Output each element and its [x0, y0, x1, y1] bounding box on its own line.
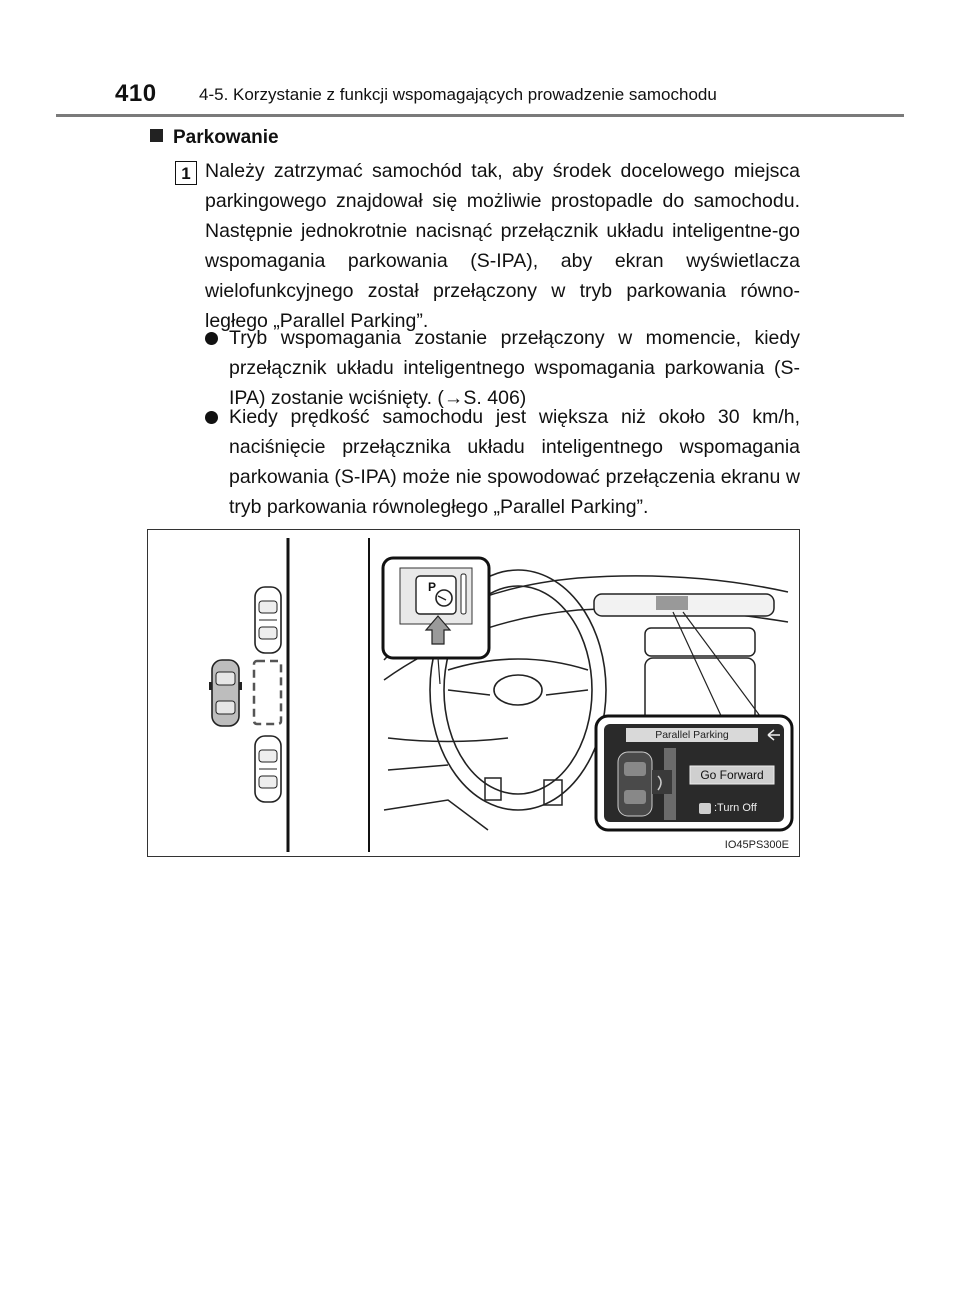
step-number-badge: 1	[175, 161, 197, 185]
bullet-text: Tryb wspomagania zostanie przełączony w momencie, kiedy przełącznik układu inteligentnego wspomagania parkowania (S-IPA) zostanie wciśnięty. (→S. 406)	[229, 327, 800, 409]
header-rule	[56, 114, 904, 117]
page-header	[115, 80, 905, 114]
step-paragraph: Należy zatrzymać samochód tak, aby środek docelowego miejsca parkingowego znajdował się możliwie prostopadle do samochodu. Następnie jednokrotnie nacisnąć przełącznik układu inteligentne-go wspomagania parkowania (S-IPA), aby ekran wyświetlacza wielofunkcyjnego został przełączony w tryb parkowania równo-ległego „Parallel Parking”.	[205, 160, 800, 332]
s-ipa-switch-callout	[383, 558, 489, 684]
page-number: 410	[115, 80, 157, 107]
parked-car-icon	[255, 736, 281, 802]
heading-text: Parkowanie	[173, 127, 279, 148]
section-title: 4-5. Korzystanie z funkcji wspomagających prowadzenie samochodu	[199, 85, 717, 104]
bullet-text: Kiedy prędkość samochodu jest większa niż około 30 km/h, naciśnięcie przełącznika układu inteligentnego wspomagania parkowania (S-IPA) może nie spowodować przełączenia ekranu w tryb parkowania równoległego „Parallel Parking”.	[229, 406, 800, 518]
bullet-dot-icon	[205, 411, 218, 424]
figure-code: IO45PS300E	[724, 839, 789, 851]
section-heading	[150, 127, 279, 149]
parked-car-icon	[255, 587, 281, 653]
bullet-item	[205, 402, 800, 522]
switch-p-label: P	[428, 580, 437, 594]
bullet-dot-icon	[205, 332, 218, 345]
bullet-item	[205, 323, 800, 413]
square-bullet-icon	[150, 129, 163, 142]
turn-off-label: :Turn Off	[714, 802, 757, 814]
parking-illustration	[147, 529, 800, 857]
illustration-svg	[148, 530, 800, 857]
go-forward-label: Go Forward	[700, 768, 764, 782]
own-car-icon	[209, 660, 242, 726]
target-parking-space	[254, 661, 281, 724]
display-title: Parallel Parking	[655, 729, 729, 741]
